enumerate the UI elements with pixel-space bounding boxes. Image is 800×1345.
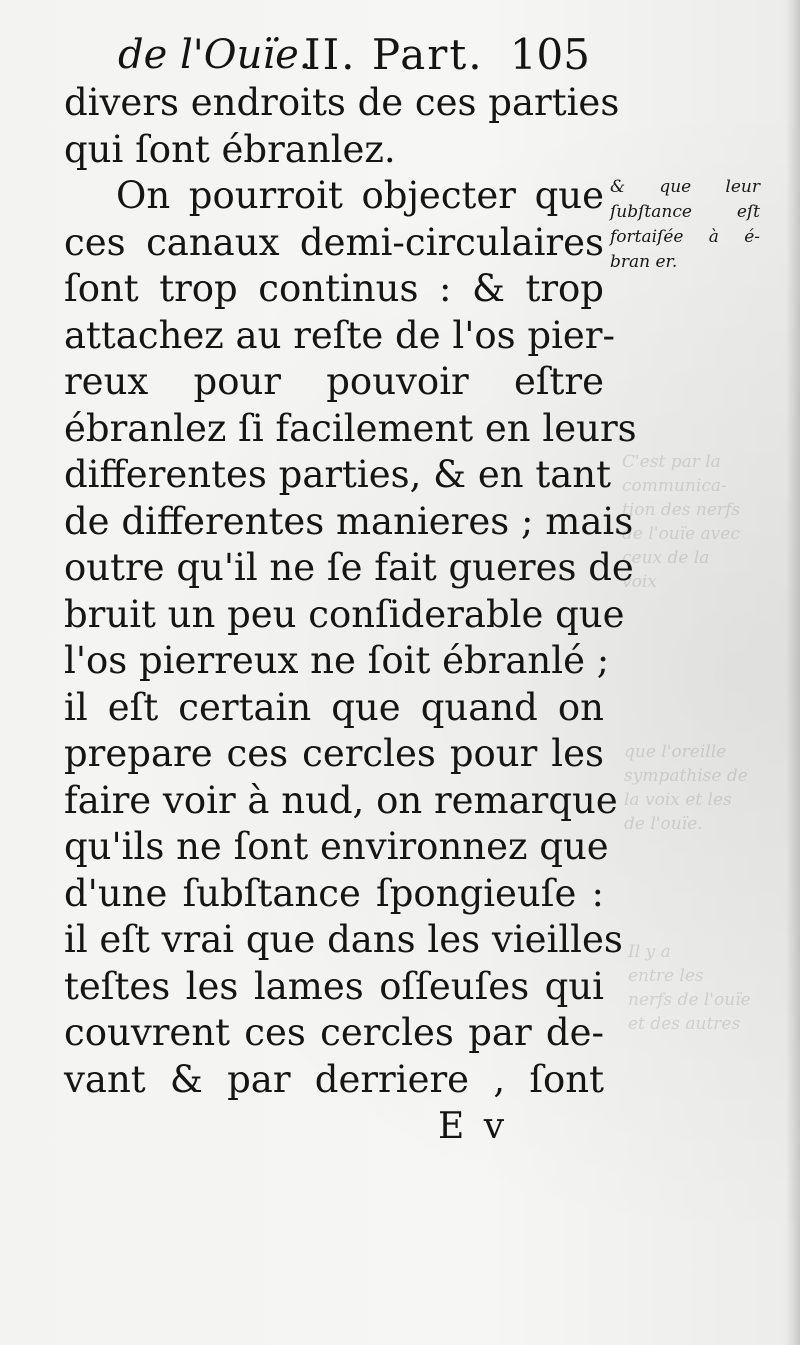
text-line: il eſt vrai que dans les vieilles: [64, 918, 623, 961]
text-line: teſtes les lames oſſeuſes qui: [64, 964, 604, 1008]
text-line: prepare ces cercles pour les: [64, 732, 604, 775]
text-line: de differentes manieres ; mais: [64, 499, 634, 543]
text-line: bruit un peu conſiderable que: [64, 592, 625, 636]
text-line: ces canaux demi-circulaires: [64, 220, 604, 264]
text-line: qui ſont ébranlez.: [64, 127, 396, 171]
margin-note: [610, 175, 760, 275]
text-line: vant & par derriere , ſont: [64, 1057, 604, 1101]
text-line: ſont trop continus : & trop: [64, 267, 604, 310]
part-label: II. Part.: [304, 30, 484, 79]
show-through-text-3: Il y a entre les nerfs de l'ouïe et des autres: [628, 942, 751, 1034]
text-line: d'une ſubſtance ſpongieuſe :: [64, 871, 604, 915]
margin-note-line: fortaiſée à é-: [610, 227, 760, 247]
text-line: l'os pierreux ne ſoit ébranlé ;: [64, 639, 610, 682]
text-line: ébranlez ſi facilement en leurs: [64, 406, 637, 450]
margin-note-line: ſubſtance eſt: [610, 202, 760, 222]
text-line: On pourroit objecter que: [116, 174, 604, 217]
text-line: outre qu'il ne ſe fait gueres de: [64, 546, 634, 589]
text-line: faire voir à nud, on remarque: [64, 778, 618, 822]
text-line: attachez au reſte de l'os pier-: [64, 313, 615, 357]
text-line: differentes parties, & en tant: [64, 453, 611, 496]
margin-note-line: & que leur: [610, 177, 760, 197]
show-through-text-2: que l'oreille sympathise de la voix et les de l'ouïe.: [624, 742, 748, 834]
show-through-text-1: C'est par la communica- tion des nerfs de l'ouïe avec ceux de la voix: [622, 452, 741, 592]
text-line: qu'ils ne ſont environnez que: [64, 825, 609, 868]
signature-mark: E v: [438, 1106, 509, 1147]
page-number: 105: [509, 30, 590, 79]
page-header: [118, 26, 598, 86]
margin-note-line: bran er.: [610, 252, 678, 272]
text-line: couvrent ces cercles par de-: [64, 1011, 604, 1054]
text-line: reux pour pouvoir eſtre: [64, 360, 604, 403]
page-edge-shadow: [786, 0, 800, 1345]
text-line: divers endroits de ces parties: [64, 81, 620, 124]
body-text: [64, 80, 637, 1103]
running-title: de l'Ouïe.: [118, 32, 312, 78]
text-line: il eſt certain que quand on: [64, 685, 604, 729]
